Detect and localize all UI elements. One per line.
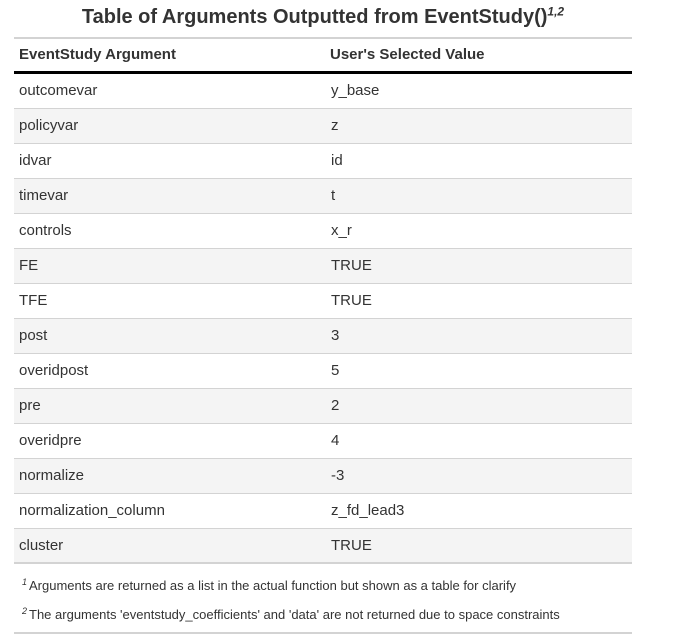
argument-cell: policyvar [19,117,79,134]
argument-cell: idvar [19,152,52,169]
table-row [14,354,632,389]
footnote-2 [22,606,560,624]
value-cell: x_r [331,222,352,239]
footnote-text: Arguments are returned as a list in the actual function but shown as a table for clarify [29,578,517,593]
table-title-text: Table of Arguments Outputted from EventStudy() [81,6,548,28]
argument-cell: timevar [19,187,69,204]
table-row [14,529,632,564]
table-row [14,214,632,249]
table-row [14,459,632,494]
argument-cell: normalize [19,467,85,484]
table-row [14,249,632,284]
table-title-footnote-marks: 1,2 [547,4,565,19]
value-cell: 2 [331,397,340,414]
argument-cell: normalization_column [19,502,165,519]
value-cell: 5 [331,362,340,379]
table-body [14,74,632,564]
value-cell: TRUE [331,292,372,309]
value-cell: z [331,117,339,134]
table-title [14,2,632,34]
column-header-row [14,39,632,72]
value-cell: 3 [331,327,340,344]
table-row [14,494,632,529]
argument-cell: outcomevar [19,82,98,99]
table-row [14,284,632,319]
footnote-marker: 1 [22,576,28,587]
value-cell: TRUE [331,537,372,554]
table-row [14,109,632,144]
table-row [14,319,632,354]
column-header-value: User's Selected Value [330,46,485,63]
argument-cell: overidpost [19,362,89,379]
column-header-argument: EventStudy Argument [19,46,176,63]
value-cell: 4 [331,432,340,449]
table-row [14,179,632,214]
value-cell: z_fd_lead3 [331,502,405,519]
value-cell: id [331,152,343,169]
argument-cell: cluster [19,537,64,554]
argument-cell: post [19,327,48,344]
table-row [14,144,632,179]
value-cell: t [331,187,336,204]
footnote-text: The arguments 'eventstudy_coefficients' and 'data' are not returned due to space constraints [29,607,560,622]
value-cell: TRUE [331,257,372,274]
table-row [14,74,632,109]
value-cell: y_base [331,82,380,99]
footnote-marker: 2 [22,605,28,616]
argument-cell: FE [19,257,39,274]
table-row [14,389,632,424]
table-row [14,424,632,459]
footnote-1 [22,577,516,595]
argument-cell: controls [19,222,72,239]
bottom-rule [14,632,632,634]
argument-cell: pre [19,397,41,414]
argument-cell: TFE [19,292,48,309]
argument-cell: overidpre [19,432,82,449]
value-cell: -3 [331,467,345,484]
